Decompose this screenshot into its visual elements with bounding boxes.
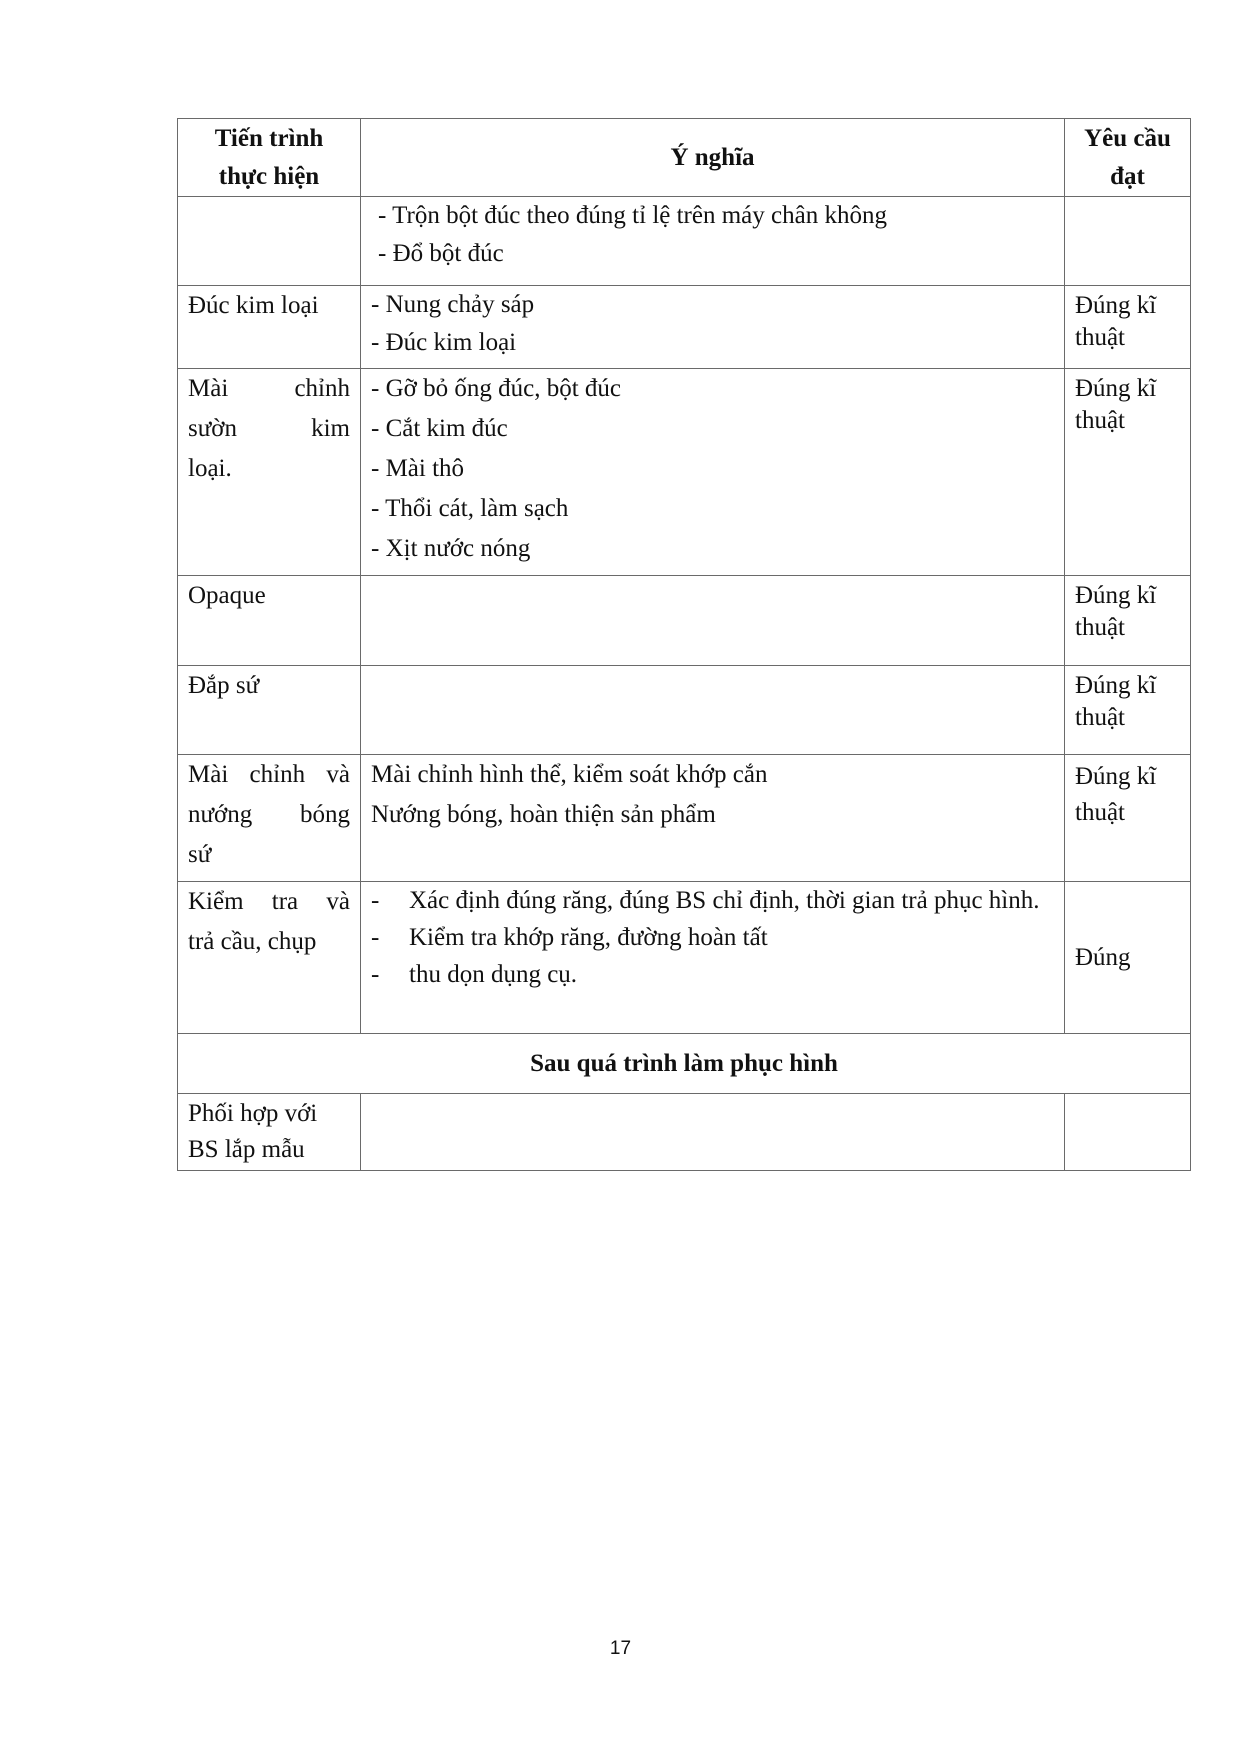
step-line: Kiểm tra và (188, 888, 350, 915)
step-cell (178, 1094, 361, 1171)
requirement-cell: Đúng kĩ thuật (1065, 755, 1191, 882)
meaning-text: Xác định đúng răng, đúng BS chỉ định, thời gian trả phục hình. (409, 887, 1040, 914)
requirement-cell: Đúng (1065, 882, 1191, 1034)
step-line: Mài chỉnh và (188, 761, 350, 788)
step-line: trả cầu, chụp (188, 928, 317, 955)
meaning-cell (361, 1094, 1065, 1171)
page-number: 17 (609, 1638, 632, 1659)
step-cell (178, 755, 361, 882)
requirement-cell: Đúng kĩ thuật (1065, 576, 1191, 666)
step-line: Phối hợp với (188, 1100, 318, 1127)
table-header-row (178, 119, 1191, 197)
step-line: Mài chỉnh (188, 375, 350, 402)
meaning-list-item (371, 919, 1054, 956)
dash-bullet: - (371, 924, 380, 951)
step-cell: Opaque (178, 576, 361, 666)
table-row (178, 666, 1191, 755)
meaning-line: Nướng bóng, hoàn thiện sản phẩm (371, 801, 716, 828)
meaning-line: - Cắt kim đúc (371, 415, 508, 442)
meaning-line: - Mài thô (371, 455, 465, 482)
meaning-cell (361, 369, 1065, 576)
dash-bullet: - (371, 961, 380, 988)
table-row (178, 197, 1191, 286)
header-step-line: Tiến trình (214, 124, 324, 152)
meaning-line: - Xịt nước nóng (371, 535, 531, 562)
header-requirement-line: Yêu cầu (1084, 124, 1171, 152)
step-cell (178, 369, 361, 576)
header-step (178, 119, 361, 197)
meaning-line: - Thổi cát, làm sạch (371, 495, 569, 522)
meaning-line: - Nung chảy sáp (371, 291, 535, 318)
meaning-cell (361, 286, 1065, 369)
meaning-cell (361, 755, 1065, 882)
step-cell (178, 882, 361, 1034)
meaning-line: - Đúc kim loại (371, 329, 517, 356)
meaning-list-item (371, 882, 1054, 919)
meaning-line: Mài chỉnh hình thể, kiểm soát khớp cắn (371, 761, 768, 788)
section-title: Sau quá trình làm phục hình (178, 1034, 1191, 1094)
header-meaning: Ý nghĩa (361, 119, 1065, 197)
table-row (178, 755, 1191, 882)
table-row (178, 576, 1191, 666)
header-requirement (1065, 119, 1191, 197)
meaning-text: thu dọn dụng cụ. (409, 961, 578, 988)
meaning-line: - Trộn bột đúc theo đúng tỉ lệ trên máy chân không (378, 202, 887, 229)
requirement-cell: Đúng kĩ thuật (1065, 666, 1191, 755)
meaning-cell (361, 882, 1065, 1034)
header-requirement-line: đạt (1110, 162, 1145, 190)
header-step-line: thực hiện (218, 162, 320, 190)
step-line: BS lắp mẫu (188, 1136, 305, 1163)
requirement-cell (1065, 197, 1191, 286)
table-row (178, 882, 1191, 1034)
requirement-cell: Đúng kĩ thuật (1065, 286, 1191, 369)
step-line: nướng bóng (188, 801, 350, 828)
meaning-cell (361, 576, 1065, 666)
table-row (178, 1094, 1191, 1171)
dash-bullet: - (371, 887, 380, 914)
step-line: sứ (188, 841, 212, 868)
step-cell: Đắp sứ (178, 666, 361, 755)
step-line: loại. (188, 455, 232, 482)
section-row (178, 1034, 1191, 1094)
meaning-list-item (371, 956, 1054, 993)
requirement-cell: Đúng kĩ thuật (1065, 369, 1191, 576)
requirement-cell (1065, 1094, 1191, 1171)
procedure-table (177, 118, 1191, 1171)
step-line: sườn kim (188, 415, 350, 442)
table-row (178, 369, 1191, 576)
table-row (178, 286, 1191, 369)
meaning-line: - Gỡ bỏ ống đúc, bột đúc (371, 375, 621, 402)
meaning-cell (361, 666, 1065, 755)
step-cell: Đúc kim loại (178, 286, 361, 369)
meaning-line: - Đổ bột đúc (378, 240, 504, 267)
meaning-text: Kiểm tra khớp răng, đường hoàn tất (409, 924, 768, 951)
meaning-cell (361, 197, 1065, 286)
step-cell (178, 197, 361, 286)
